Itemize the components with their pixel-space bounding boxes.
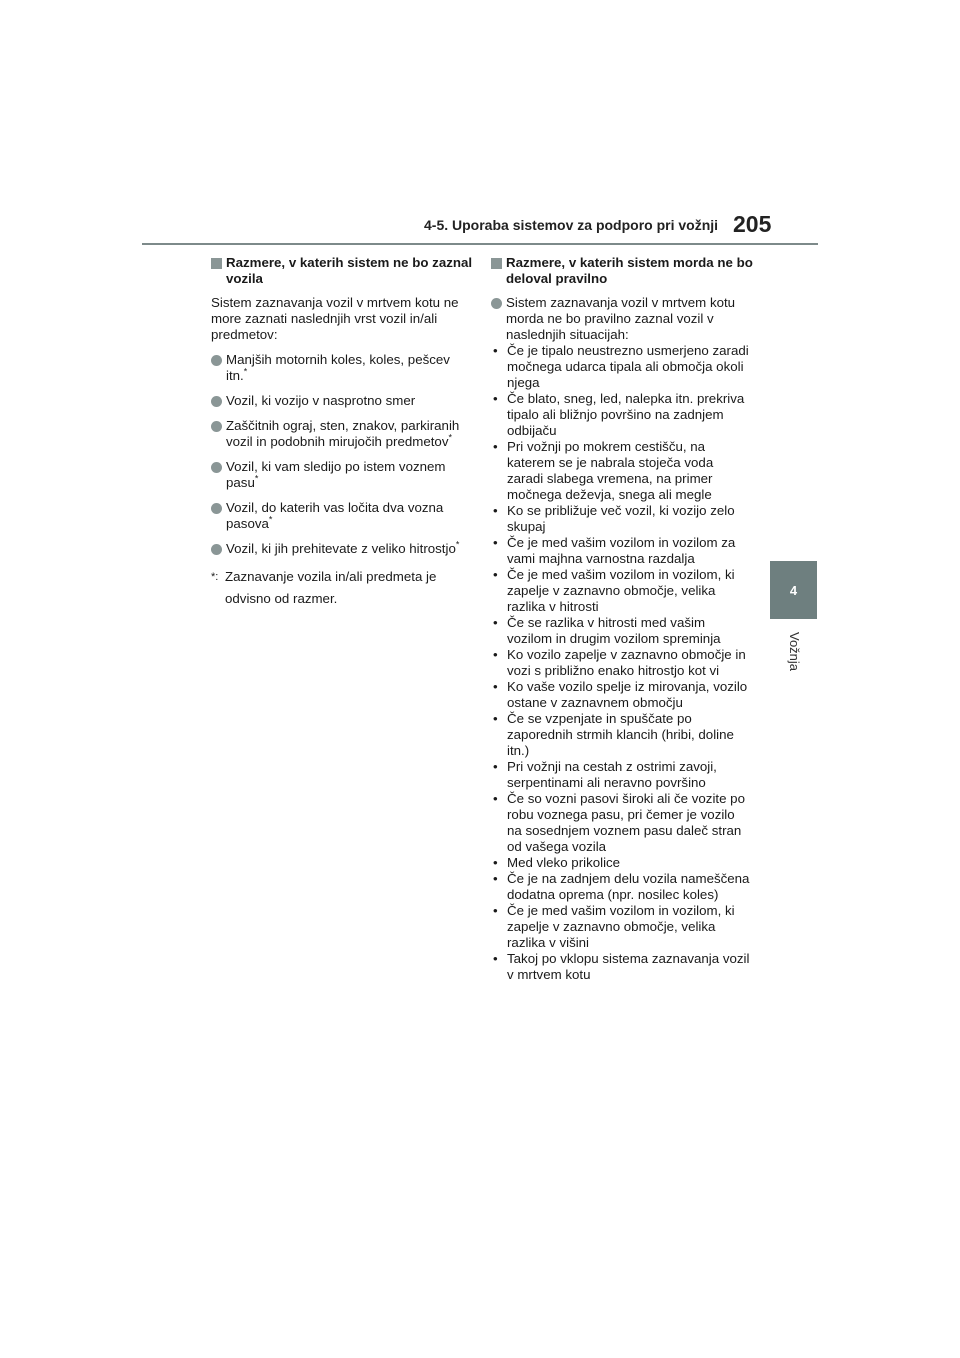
bullet-dot-icon: • [493, 791, 498, 806]
list-item [211, 459, 473, 491]
bullet-dot-icon: • [493, 871, 498, 886]
section-title: 4-5. Uporaba sistemov za podporo pri vožnji [424, 217, 719, 233]
sub-item-text: Če se vzpenjate in spuščate po zaporednih strmih klancih (hribi, doline itn.) [507, 711, 734, 758]
header-divider [142, 243, 818, 245]
footnote-marker: * [455, 539, 460, 550]
heading-text: Razmere, v katerih sistem ne bo zaznal vozila [226, 255, 473, 286]
sub-list [491, 343, 753, 983]
sub-list-item [491, 903, 753, 951]
section-heading [491, 255, 753, 287]
footnote [211, 566, 473, 610]
sub-item-text: Če je med vašim vozilom in vozilom za vami majhna varnostna razdalja [507, 535, 736, 566]
sub-list-item [491, 503, 753, 535]
chapter-tab[interactable] [770, 561, 817, 619]
footnote-marker: * [243, 366, 248, 377]
footnote-mark: *: [211, 571, 219, 583]
footnote-text: Zaznavanje vozila in/ali predmeta je odvisno od razmer. [225, 569, 437, 606]
square-bullet-icon [491, 258, 502, 269]
list-item-text: Manjših motornih koles, koles, pešcev itn. [226, 352, 450, 383]
bullet-dot-icon: • [493, 439, 498, 454]
list-item-text: Vozil, ki vozijo v nasprotno smer [226, 393, 416, 408]
intro-paragraph: Sistem zaznavanja vozil v mrtvem kotu ne more zaznati naslednjih vrst vozil in/ali predmetov: [211, 295, 459, 342]
sub-item-text: Če je tipalo neustrezno usmerjeno zaradi močnega udarca tipala ali območja okoli njega [507, 343, 749, 390]
sub-list-item [491, 567, 753, 615]
list-item-text: Sistem zaznavanja vozil v mrtvem kotu morda ne bo pravilno zaznal vozil v naslednjih situacijah: [506, 295, 736, 342]
list-item-text: Zaščitnih ograj, sten, znakov, parkiranih vozil in podobnih mirujočih predmetov [226, 418, 460, 449]
list-item [211, 352, 473, 384]
sub-item-text: Če blato, sneg, led, nalepka itn. prekriva tipalo ali bližnjo površino na zadnjem odbijaču [507, 391, 745, 438]
sub-item-text: Ko vozilo zapelje v zaznavno območje in vozi s približno enako hitrostjo kot vi [507, 647, 746, 678]
bullet-dot-icon: • [493, 759, 498, 774]
sub-list-item [491, 679, 753, 711]
sub-item-text: Če se razlika v hitrosti med vašim vozilom in drugim vozilom spreminja [507, 615, 721, 646]
sub-list-item [491, 871, 753, 903]
square-bullet-icon [211, 258, 222, 269]
left-column [211, 255, 473, 610]
list-item [211, 500, 473, 532]
circle-bullet-icon [211, 462, 222, 473]
sub-list-item [491, 711, 753, 759]
circle-bullet-icon [211, 544, 222, 555]
footnote-marker: * [448, 432, 452, 443]
bullet-dot-icon: • [493, 679, 498, 694]
sub-list-item [491, 855, 753, 871]
list-item-text: Vozil, ki jih prehitevate z veliko hitrostjo [226, 541, 456, 556]
bullet-dot-icon: • [493, 343, 498, 358]
sub-item-text: Če je na zadnjem delu vozila nameščena dodatna oprema (npr. nosilec koles) [507, 871, 750, 902]
bullet-dot-icon: • [493, 535, 498, 550]
footnote-marker: * [254, 473, 259, 484]
right-column [491, 255, 753, 983]
list-item [211, 418, 473, 450]
sub-item-text: Če so vozni pasovi široki ali če vozite po robu voznega pasu, pri čemer je vozilo na sosednjem voznem pasu daleč stran od vašega vozila [507, 791, 745, 854]
sub-item-text: Ko vaše vozilo spelje iz mirovanja, vozilo ostane v zaznavnem območju [507, 679, 748, 710]
list-item-text: Vozil, ki vam sledijo po istem voznem pasu [226, 459, 446, 490]
sub-list-item [491, 647, 753, 679]
footnote-marker: * [268, 514, 273, 525]
sub-list-item [491, 791, 753, 855]
circle-bullet-icon [211, 355, 222, 366]
sub-item-text: Če je med vašim vozilom in vozilom, ki zapelje v zaznavno območje, velika razlika v hitrosti [507, 567, 735, 614]
list-item [491, 295, 753, 343]
bullet-dot-icon: • [493, 615, 498, 630]
bullet-dot-icon: • [493, 567, 498, 582]
bullet-dot-icon: • [493, 855, 498, 870]
bullet-dot-icon: • [493, 647, 498, 662]
bullet-dot-icon: • [493, 951, 498, 966]
sub-item-text: Pri vožnji po mokrem cestišču, na katerem se je nabrala stoječa voda zaradi slabega vremena, na primer močnega deževja, snega ali megle [507, 439, 714, 502]
sub-item-text: Ko se približuje več vozil, ki vozijo zelo skupaj [507, 503, 735, 534]
circle-bullet-icon [211, 396, 222, 407]
list-item-text: Vozil, do katerih vas ločita dva vozna pasova [226, 500, 444, 531]
sub-item-text: Če je med vašim vozilom in vozilom, ki zapelje v zaznavno območje, velika razlika v višini [507, 903, 735, 950]
circle-bullet-icon [211, 503, 222, 514]
list-item [211, 541, 473, 557]
sub-list-item [491, 535, 753, 567]
sub-item-text: Pri vožnji na cestah z ostrimi zavoji, serpentinami ali neravno površino [507, 759, 717, 790]
bullet-dot-icon: • [493, 711, 498, 726]
list-item [211, 393, 473, 409]
chapter-label: Vožnja [787, 632, 802, 672]
chapter-number: 4 [789, 582, 798, 598]
sub-list-item [491, 615, 753, 647]
sub-item-text: Takoj po vklopu sistema zaznavanja vozil v mrtvem kotu [507, 951, 750, 982]
circle-bullet-icon [211, 421, 222, 432]
section-heading [211, 255, 473, 287]
sub-list-item [491, 343, 753, 391]
heading-text: Razmere, v katerih sistem morda ne bo deloval pravilno [506, 255, 753, 286]
circle-bullet-icon [491, 298, 502, 309]
bullet-dot-icon: • [493, 503, 498, 518]
sub-list-item [491, 391, 753, 439]
sub-list-item [491, 759, 753, 791]
bullet-dot-icon: • [493, 903, 498, 918]
bullet-dot-icon: • [493, 391, 498, 406]
sub-list-item [491, 439, 753, 503]
page-number: 205 [733, 211, 772, 237]
sub-list-item [491, 951, 753, 983]
sub-item-text: Med vleko prikolice [507, 855, 621, 870]
